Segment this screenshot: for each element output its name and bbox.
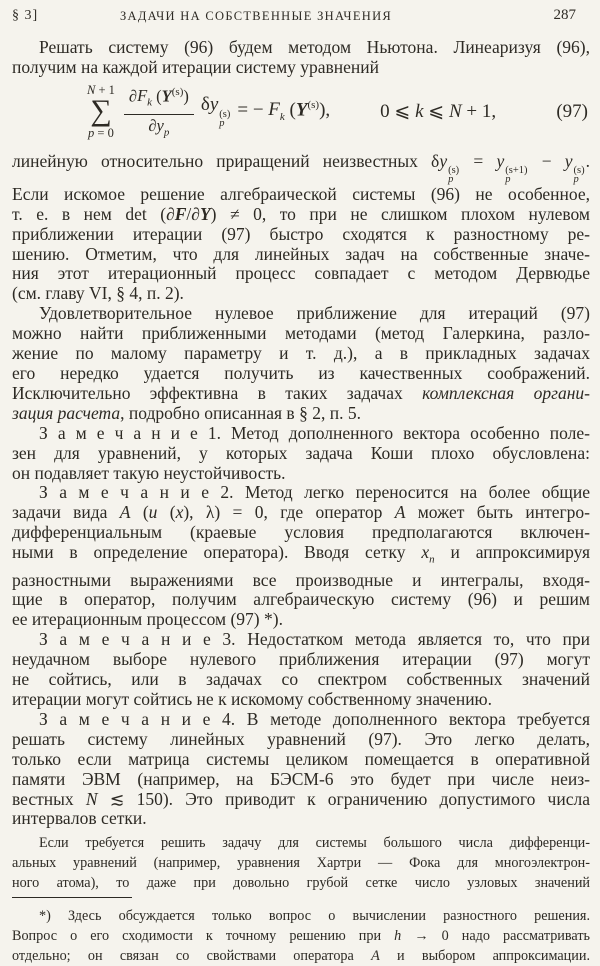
text-line: отдельно; он связан со свойствами оператора A и выбором аппроксимации. — [12, 948, 590, 965]
text-line: ее итерационным процессом (97) *). — [12, 609, 283, 630]
paragraph-linear-increments — [12, 152, 590, 304]
remark-2 — [12, 483, 590, 630]
text-line: итерации могут сойтись не к искомому собственному значению. — [12, 688, 493, 709]
text-line: интервалов сетки. — [12, 808, 147, 829]
text-line: ния этот итерационный процесс совпадает с методом Дервюдье — [12, 263, 590, 284]
equation-97 — [87, 84, 590, 140]
text-body — [12, 38, 590, 966]
text-line: его нередко удается получить из качественных соображений. — [12, 362, 590, 383]
text-line: зация расчета, подробно описанная в § 2, п. 5. — [12, 402, 361, 423]
summation-sign — [87, 84, 115, 140]
text-line: жение по малому параметру и т. д.), а в прикладных задачах — [12, 343, 590, 364]
text-line: задачи вида A (u (x), λ) = 0, где оператор A может быть интегро- — [12, 502, 591, 523]
text-line: получим на каждой итерации систему уравнений — [12, 56, 380, 77]
page-header — [12, 6, 590, 30]
text-line: решать систему линейных уравнений (97). Это легко делать, — [12, 728, 590, 749]
text-line: Исключительно эффективна в таких задачах комплексная органи- — [12, 382, 591, 403]
text-line: дифференциальным (краевые условия предполагаются включен- — [12, 522, 590, 543]
text-line: *) Здесь обсуждается только вопрос о вычислении разностного решения. — [39, 908, 590, 925]
remark-1 — [12, 424, 590, 484]
remark-3 — [12, 630, 590, 710]
remark-4 — [12, 710, 590, 829]
sum-upper-limit: N + 1 — [87, 82, 115, 97]
text-line: Если искомое решение алгебраической системы (96) не особенное, — [12, 183, 590, 204]
page-number: 287 — [553, 7, 576, 23]
text-line: памяти ЭВМ (например, на БЭСМ-6 это будет при числе неиз- — [12, 768, 590, 789]
text-line: шению. Отметим, что для линейных задач на собственные значе- — [12, 243, 590, 264]
text-line: не сойтись, или в задачах со спектром собственных значений — [12, 669, 590, 690]
text-line: Если требуется решить задачу для системы большого числа дифференци- — [39, 835, 590, 852]
partial-derivative-fraction — [124, 83, 194, 141]
footnote — [12, 906, 590, 966]
text-line: линейную относительно приращений неизвестных δy (s) p = y (s+1) p − y (s) p . — [12, 150, 591, 186]
text-line: зен для уравнений, у которых задача Коши плохо обусловлена: — [12, 442, 590, 463]
text-line: З а м е ч а н и е 3. Недостатком метода является то, что при — [39, 629, 590, 650]
text-line: щие в оператор, получим алгебраическую систему (96) и решим — [12, 589, 590, 610]
text-line: Решать систему (96) будем методом Ньютона. Линеаризуя (96), — [39, 37, 590, 57]
text-line: разностными выражениями все производные и интегралы, входя- — [12, 569, 590, 590]
text-line: Удовлетворительное нулевое приближение для итераций (97) — [39, 303, 590, 324]
sum-lower-limit: p = 0 — [88, 126, 114, 141]
text-line: т. е. в нем det (∂F/∂Y) ≠ 0, то при не слишком плохом нулевом — [12, 203, 590, 224]
delta-term: δy (s) p — [200, 93, 231, 130]
equation-rhs: = − $F_k$ $(Y^{(s)})$, — [237, 98, 331, 123]
text-line: З а м е ч а н и е 1. Метод дополненного вектора особенно поле- — [39, 422, 590, 443]
text-line: (см. главу VI, § 4, п. 2). — [12, 283, 184, 304]
text-line: З а м е ч а н и е 4. В методе дополненного вектора требуется — [39, 708, 590, 729]
text-line: ными в определение оператора). Вводя сетку $x_n$ и аппроксимируя — [12, 542, 590, 566]
text-line: можно найти приближенными методами (метод Галеркина, разло- — [12, 323, 590, 344]
text-line: неудачном выборе нулевого приближения итерации (97) могут — [12, 649, 590, 670]
text-line: Вопрос о его сходимости к точному решению при h → 0 надо рассматривать — [12, 928, 591, 945]
footnote-rule — [12, 897, 132, 898]
fraction-numerator: $\partial F_k$ $(Y^{(s)})$ — [124, 83, 194, 115]
running-title: ЗАДАЧИ НА СОБСТВЕННЫЕ ЗНАЧЕНИЯ — [119, 9, 393, 23]
text-line: альных уравнений (например, уравнения Хартри — Фока для многоэлектрон- — [12, 855, 590, 872]
text-line: он подавляет такую неустойчивость. — [12, 462, 286, 483]
equation-number: (97) — [556, 100, 588, 122]
index-condition: 0 ⩽ k ⩽ N + 1, — [380, 100, 497, 122]
text-line: только если матрица системы целиком помещается в оперативной — [12, 748, 590, 769]
text-line: З а м е ч а н и е 2. Метод легко переносится на более общие — [39, 482, 590, 503]
text-line: ного атома), то даже при довольно грубой сетке число узловых значений — [12, 875, 590, 892]
section-marker: § 3] — [12, 8, 39, 23]
text-line: вестных N ≲ 150). Это приводит к ограничению допустимого числа — [12, 788, 590, 809]
text-line: приближении итерации (97) быстро сходятся к разностному ре- — [12, 223, 590, 244]
small-print-paragraph — [12, 833, 590, 893]
fraction-denominator: $\partial y_p$ — [148, 115, 170, 138]
paragraph-newton-method — [12, 38, 590, 78]
paragraph-initial-approximation — [12, 304, 590, 423]
sigma-glyph: ∑ — [90, 94, 112, 128]
